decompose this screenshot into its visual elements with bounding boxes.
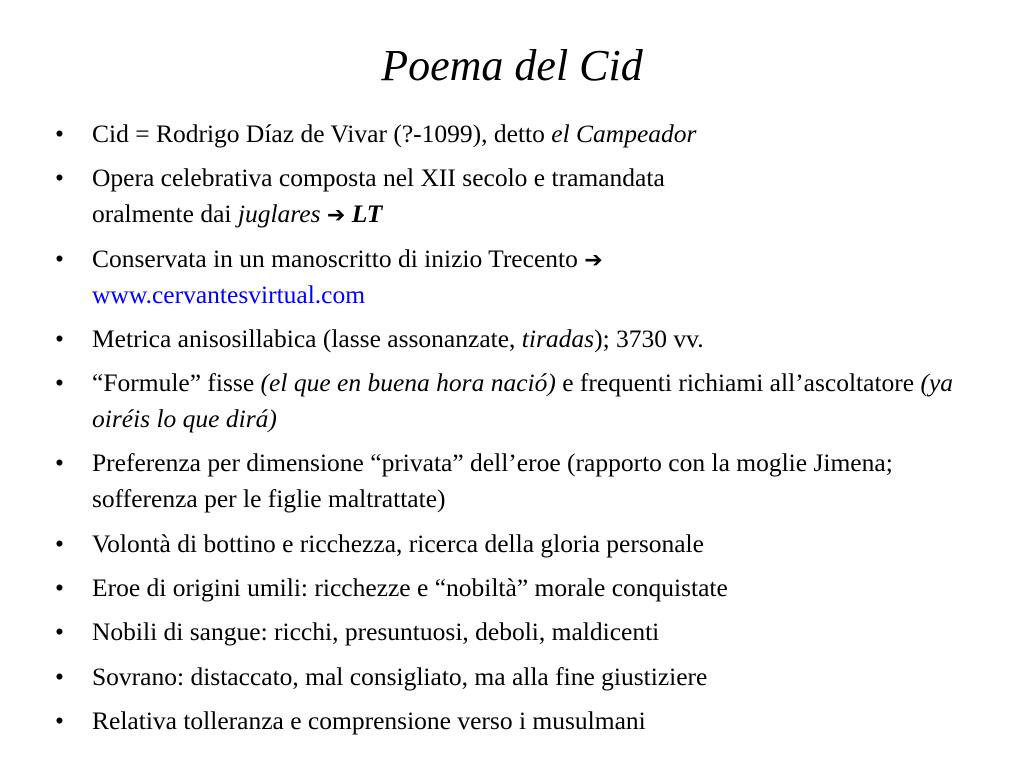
bullet-text: Opera celebrativa composta nel XII secolo e tramandata [92, 163, 665, 193]
bullet-icon: • [55, 368, 64, 398]
bullet-item [55, 160, 985, 232]
bullet-text: Cid = Rodrigo Díaz de Vivar (?-1099), detto [92, 119, 552, 148]
bullet-text: Relativa tolleranza e comprensione verso i musulmani [92, 705, 646, 735]
bullet-icon: • [55, 573, 64, 603]
bullet-item [55, 365, 985, 437]
bullet-italic-text: (ya oiréis lo que dirá) [92, 368, 954, 434]
bullet-text: Preferenza per dimensione “privata” dell’eroe (rapporto con la moglie Jimena; sofferenza per le figlie maltrattate) [92, 448, 893, 514]
bullet-item [55, 321, 985, 357]
bullet-text: “Formule” fisse [92, 368, 261, 398]
bullet-text: Metrica anisosillabica (lasse assonanzate, [92, 323, 522, 353]
bullet-list [55, 116, 985, 747]
bullet-text: e frequenti richiami all’ascoltatore [555, 368, 921, 398]
bullet-bold-italic-text: LT [351, 199, 383, 229]
bullet-text: Sovrano: distaccato, mal consigliato, ma alla fine giustiziere [92, 661, 708, 691]
bullet-text: Nobili di sangue: ricchi, presuntuosi, deboli, maldicenti [92, 617, 660, 647]
cervantes-link[interactable]: www.cervantesvirtual.com [92, 279, 366, 309]
slide-title: Poema del Cid [381, 41, 643, 90]
bullet-item [55, 570, 985, 606]
bullet-icon: • [55, 163, 64, 193]
bullet-italic-text: (el que en buena hora nació) [260, 368, 556, 398]
bullet-icon: • [55, 323, 64, 353]
bullet-icon: • [55, 528, 64, 558]
bullet-icon: • [55, 661, 64, 691]
bullet-italic-text: juglares [237, 199, 321, 229]
bullet-icon: • [55, 448, 64, 478]
bullet-item [55, 526, 985, 562]
bullet-icon: • [55, 119, 64, 148]
bullet-italic-text: el Campeador [551, 119, 697, 148]
right-arrow-icon: ➔ [584, 247, 603, 273]
bullet-italic-text: tiradas [521, 323, 595, 353]
bullet-item [55, 614, 985, 650]
bullet-item [55, 703, 985, 739]
bullet-text: Eroe di origini umili: ricchezze e “nobiltà” morale conquistate [92, 573, 728, 603]
bullet-text: oralmente dai [92, 199, 238, 229]
bullet-text: Conservata in un manoscritto di inizio Trecento [92, 243, 585, 273]
bullet-item [55, 445, 985, 517]
bullet-icon: • [55, 705, 64, 735]
bullet-item [55, 116, 985, 152]
bullet-text: ); 3730 vv. [594, 323, 704, 353]
bullet-icon: • [55, 617, 64, 647]
bullet-item [55, 241, 985, 313]
bullet-item [55, 659, 985, 695]
bullet-text: Volontà di bottino e ricchezza, ricerca della gloria personale [92, 528, 704, 558]
right-arrow-icon: ➔ [326, 203, 346, 229]
bullet-icon: • [55, 243, 64, 273]
